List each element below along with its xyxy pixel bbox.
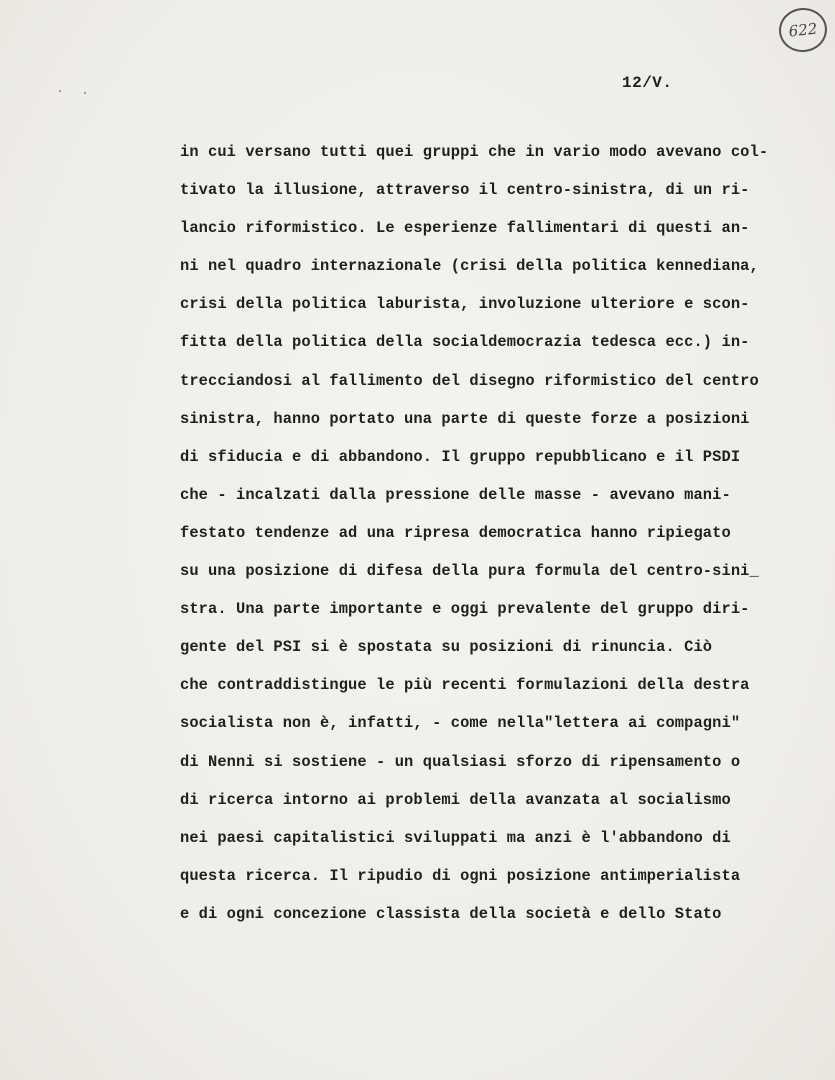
text-line: ni nel quadro internazionale (crisi della politica kennediana, [180,257,759,276]
text-line: di sfiducia e di abbandono. Il gruppo repubblicano e il PSDI [180,447,741,466]
text-line: socialista non è, infatti, - come nella"lettera ai compagni" [180,714,741,733]
text-line: festato tendenze ad una ripresa democratica hanno ripiegato [180,523,731,542]
text-line: in cui versano tutti quei gruppi che in vario modo avevano col- [180,143,769,161]
text-line: di ricerca intorno ai problemi della avanzata al socialismo [180,790,731,809]
text-line: trecciandosi al fallimento del disegno riformistico del centro [180,371,759,390]
text-line: su una posizione di difesa della pura formula del centro-sini_ [180,562,759,581]
paper-speck [59,90,61,92]
page-number: 12/V. [622,74,673,92]
text-line: di Nenni si sostiene - un qualsiasi sforzo di ripensamento o [180,752,741,771]
paper-speck [84,92,86,94]
text-line: che - incalzati dalla pressione delle masse - avevano mani- [180,485,731,504]
text-line: sinistra, hanno portato una parte di queste forze a posizioni [180,409,750,428]
text-line: questa ricerca. Il ripudio di ogni posizione antimperialista [180,866,741,885]
text-line: che contraddistingue le più recenti formulazioni della destra [180,676,750,695]
text-line: gente del PSI si è spostata su posizioni di rinuncia. Ciò [180,638,713,657]
text-line: lancio riformistico. Le esperienze fallimentari di questi an- [180,219,750,238]
archive-stamp [777,6,829,55]
archive-stamp-number: 622 [787,19,819,41]
body-text [180,140,820,940]
text-line: nei paesi capitalistici sviluppati ma anzi è l'abbandono di [180,828,731,847]
text-line: stra. Una parte importante e oggi prevalente del gruppo diri- [180,600,750,619]
text-line: fitta della politica della socialdemocrazia tedesca ecc.) in- [180,333,750,352]
text-line: tivato la illusione, attraverso il centro-sinistra, di un ri- [180,181,750,200]
text-line: e di ogni concezione classista della società e dello Stato [180,904,722,923]
text-line: crisi della politica laburista, involuzione ulteriore e scon- [180,295,750,314]
